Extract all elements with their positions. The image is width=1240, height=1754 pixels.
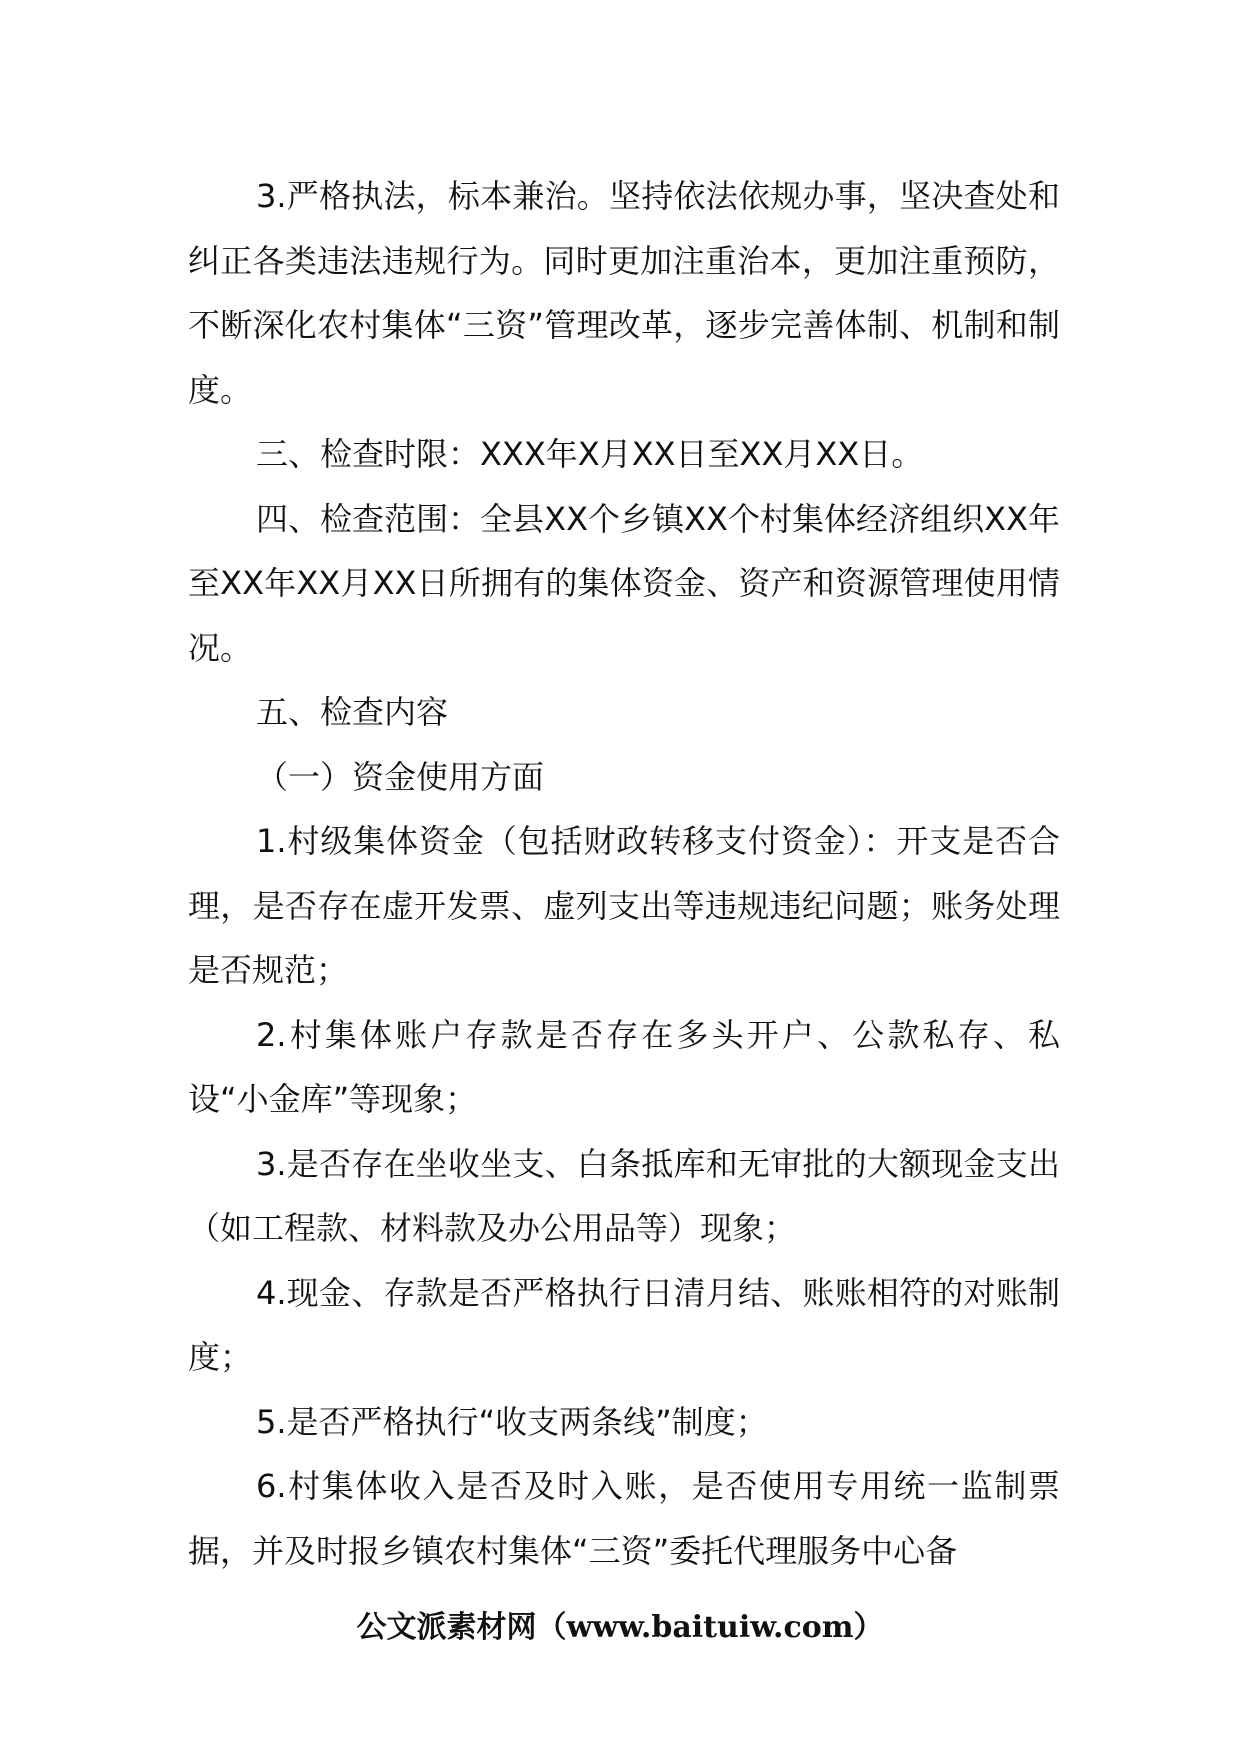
- paragraph-1: 3.严格执法，标本兼治。坚持依法依规办事，坚决查处和纠正各类违法违规行为。同时更加注重治本，更加注重预防，不断深化农村集体“三资”管理改革，逐步完善体制、机制和制度。: [188, 177, 1060, 409]
- paragraph-2: 三、检查时限：XXX年X月XX日至XX月XX日。: [256, 435, 924, 473]
- paragraph-item-3: 3.是否存在坐收坐支、白条抵库和无审批的大额现金支出（如工程款、材料款及办公用品等）现象；: [188, 1144, 1060, 1247]
- paragraph-item-5: 5.是否严格执行“收支两条线”制度；: [256, 1402, 768, 1441]
- paragraph-item-2: 2.村集体账户存款是否存在多头开户、公款私存、私设“小金库”等现象；: [188, 1015, 1060, 1118]
- paragraph-item-1: 1.村级集体资金（包括财政转移支付资金）：开支是否合理，是否存在虚开发票、虚列支出等违规违纪问题；账务处理是否规范；: [188, 822, 1060, 989]
- paragraph-item-6: 6.村集体收入是否及时入账，是否使用专用统一监制票据，并及时报乡镇农村集体“三资”委托代理服务中心备: [188, 1467, 1060, 1570]
- document-body: [188, 164, 1060, 1583]
- footer-watermark: 公文派素材网（www.baituiw.com）: [356, 1610, 884, 1645]
- paragraph-item-4: 4.现金、存款是否严格执行日清月结、账账相符的对账制度；: [188, 1273, 1060, 1376]
- subsection-heading-fund-use: （一）资金使用方面: [256, 757, 545, 796]
- paragraph-3: 四、检查范围：全县XX个乡镇XX个村集体经济组织XX年至XX年XX月XX日所拥有的集体资金、资产和资源管理使用情况。: [188, 499, 1060, 667]
- section-heading-inspection-content: 五、检查内容: [256, 693, 449, 731]
